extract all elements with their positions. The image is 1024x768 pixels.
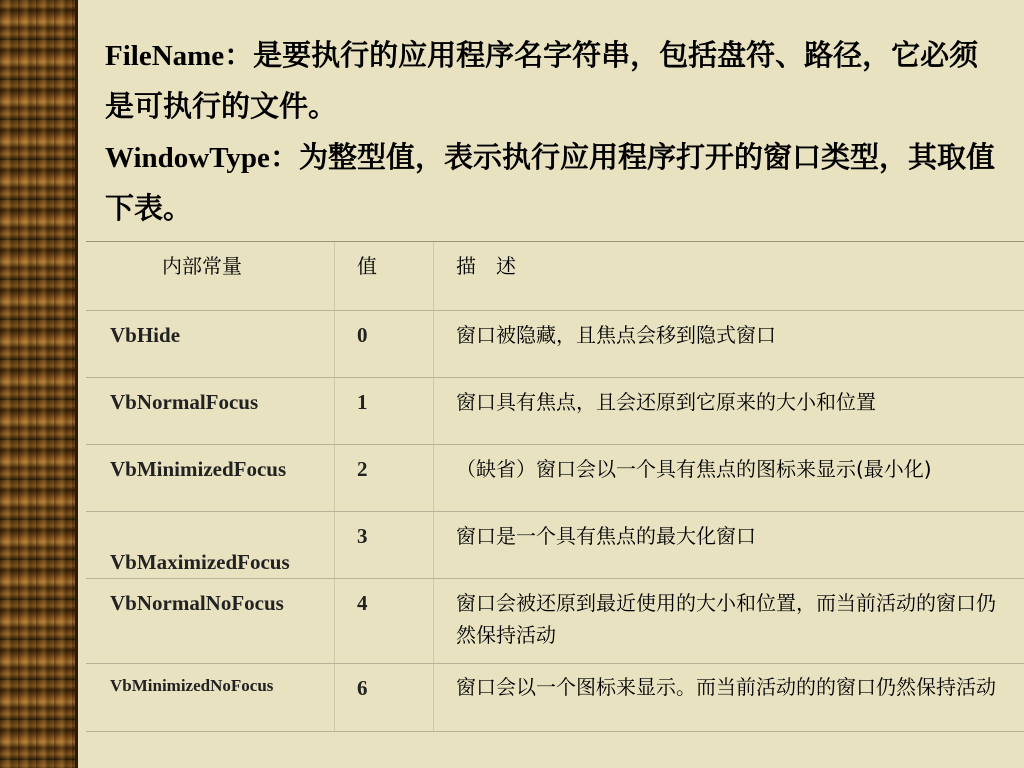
header-description: 描 述 xyxy=(456,254,516,278)
row-constant: VbMaximizedFocus xyxy=(110,550,290,574)
windowtype-text: ：为整型值，表示执行应用程序打开的窗口类型，其取值下表。 xyxy=(105,140,995,225)
row-value: 3 xyxy=(357,524,368,548)
row-value: 0 xyxy=(357,323,368,347)
filename-paragraph xyxy=(105,30,995,131)
table-row xyxy=(86,664,1024,732)
window-type-table xyxy=(86,241,1024,732)
row-description: 窗口会被还原到最近使用的大小和位置，而当前活动的窗口仍然保持活动 xyxy=(456,591,996,647)
row-constant: VbMinimizedNoFocus xyxy=(110,676,274,695)
row-description: 窗口被隐藏，且焦点会移到隐式窗口 xyxy=(456,323,776,347)
row-value: 1 xyxy=(357,390,368,414)
table-header-row xyxy=(86,242,1024,311)
row-value: 2 xyxy=(357,457,368,481)
row-description: 窗口会以一个图标来显示。而当前活动的的窗口仍然保持活动 xyxy=(456,675,996,699)
row-description: 窗口具有焦点，且会还原到它原来的大小和位置 xyxy=(456,390,876,414)
row-description: 窗口是一个具有焦点的最大化窗口 xyxy=(456,524,756,548)
row-constant: VbHide xyxy=(110,323,181,347)
row-value: 4 xyxy=(357,591,368,615)
filename-label: FileName xyxy=(105,40,225,72)
row-constant: VbMinimizedFocus xyxy=(110,457,287,481)
windowtype-paragraph xyxy=(105,132,995,233)
table-row xyxy=(86,311,1024,378)
windowtype-label: WindowType xyxy=(105,142,270,174)
filename-text: ：是要执行的应用程序名字符串，包括盘符、路径，它必须是可执行的文件。 xyxy=(105,38,979,123)
row-description: （缺省）窗口会以一个具有焦点的图标来显示(最小化) xyxy=(456,457,932,481)
row-value: 6 xyxy=(357,676,368,700)
table-row xyxy=(86,378,1024,445)
table-row xyxy=(86,445,1024,512)
table-row xyxy=(86,512,1024,579)
table-row xyxy=(86,579,1024,664)
decorative-wood-strip xyxy=(0,0,78,768)
header-constant: 内部常量 xyxy=(162,254,242,278)
header-value: 值 xyxy=(357,254,377,278)
row-constant: VbNormalFocus xyxy=(110,390,259,414)
row-constant: VbNormalNoFocus xyxy=(110,591,284,615)
